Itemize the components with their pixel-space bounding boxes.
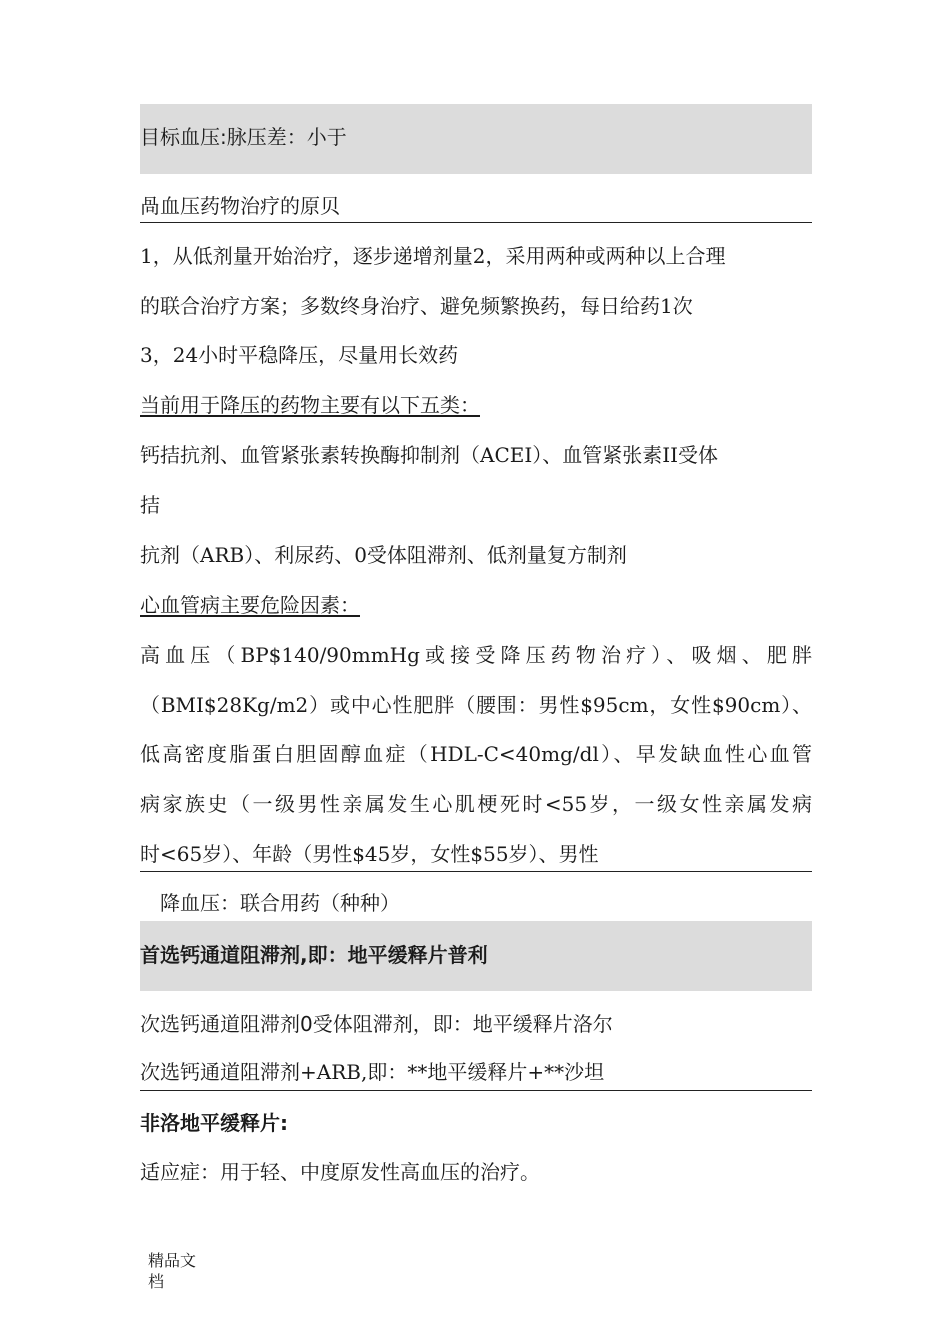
drug-classes-line-3: 抗剂（ARB）、利尿药、0受体阻滞剂、低剂量复方制剂 [140, 543, 627, 567]
principle-line-3: 3，24小时平稳降压，尽量用长效药 [140, 343, 459, 367]
divider [140, 222, 812, 223]
combo-heading: 降血压：联合用药（种种） [160, 891, 400, 915]
drug-name-heading: 非洛地平缓释片: [140, 1111, 288, 1135]
risk-line-4: 病家族史（一级男性亲属发生心肌梗死时<55岁，一级女性亲属发病 [140, 792, 812, 816]
drug-classes-heading-text: 当前用于降压的药物主要有以下五类： [140, 393, 480, 417]
divider [140, 1090, 812, 1091]
risk-heading-text: 心血管病主要危险因素： [140, 593, 360, 617]
drug-classes-heading [140, 392, 812, 418]
risk-line-1: 高血压（BP$140/90mmHg或接受降压药物治疗）、吸烟、肥胖 [140, 643, 812, 667]
principle-line-2: 的联合治疗方案；多数终身治疗、避免频繁换药，每日给药1次 [140, 294, 693, 318]
footer-watermark: 精品文档 [148, 1251, 197, 1291]
second-choice-line-2: 次选钙通道阻滞剂+ARB,即：**地平缓释片+**沙坦 [140, 1060, 605, 1084]
target-bp-heading: 目标血压:脉压差：小于 [140, 125, 347, 149]
drug-classes-line-1: 钙拮抗剂、血管紧张素转换酶抑制剂（ACEI）、血管紧张素II受体 [140, 443, 719, 467]
principle-line-1: 1，从低剂量开始治疗，逐步递增剂量2，采用两种或两种以上合理 [140, 244, 726, 268]
risk-line-3: 低高密度脂蛋白胆固醇血症（HDL-C<40mg/dl）、早发缺血性心血管 [140, 742, 812, 766]
principle-heading: 咼血压药物治疗的原贝 [140, 194, 340, 218]
risk-line-5: 时<65岁）、年龄（男性$45岁，女性$55岁）、男性 [140, 842, 599, 866]
first-choice-line: 首选钙通道阻滞剂,即：地平缓释片普利 [140, 943, 488, 967]
second-choice-line-1: 次选钙通道阻滞剂0受体阻滞剂，即：地平缓释片洛尔 [140, 1012, 613, 1036]
risk-heading [140, 592, 812, 618]
indication-line: 适应症：用于轻、中度原发性高血压的治疗。 [140, 1160, 540, 1184]
drug-classes-line-2: 拮 [140, 493, 160, 517]
divider [140, 871, 812, 872]
risk-line-2: （BMI$28Kg/m2）或中心性肥胖（腰围：男性$95cm，女性$90cm）、 [140, 693, 812, 717]
